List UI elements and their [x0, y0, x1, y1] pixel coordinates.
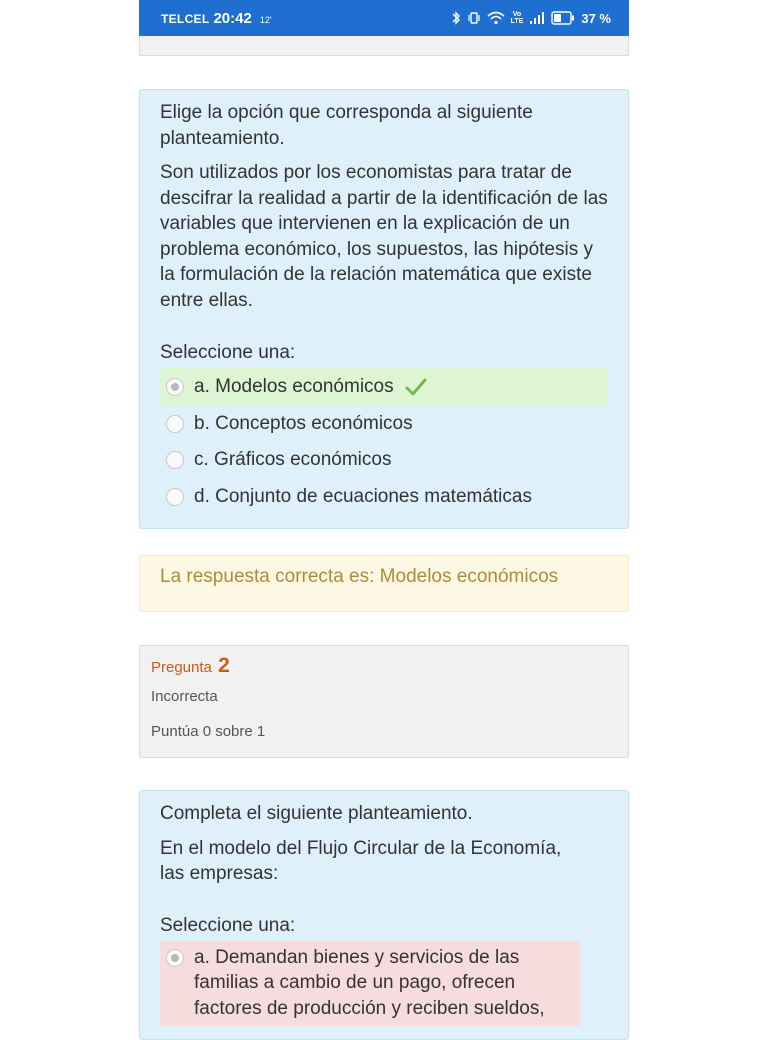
- option-a[interactable]: [160, 368, 608, 406]
- option-c[interactable]: [160, 442, 608, 479]
- check-icon: [405, 377, 427, 397]
- carrier-name: TELCEL: [161, 11, 210, 26]
- question-2-status: Incorrecta: [151, 688, 218, 705]
- question-2-score: Puntúa 0 sobre 1: [151, 723, 266, 740]
- question-1-prompt: Seleccione una:: [160, 342, 296, 363]
- question-2-statement: En el modelo del Flujo Circular de la Economía, las empresas:: [160, 837, 562, 884]
- bluetooth-icon: [451, 11, 461, 25]
- radio-unselected[interactable]: [166, 451, 184, 469]
- clock-time: 20:42: [213, 9, 252, 27]
- correct-answer-feedback: [139, 555, 629, 612]
- option-a-label: a. Demandan bienes y servicios de las familias a cambio de un pago, ofrecen factores de producción y reciben sueldos,: [194, 946, 545, 1019]
- question-1-statement: Son utilizados por los economistas para tratar de descifrar la realidad a partir de la identificación de las variables que intervienen en la explicación de un problema económico, los supuestos, las hipótesis y la formulación de la relación matemática que existe entre ellas.: [160, 162, 608, 311]
- question-1-options: [160, 368, 608, 516]
- option-b-label: b. Conceptos económicos: [194, 413, 413, 434]
- question-2-options: [160, 941, 580, 1027]
- option-a-label: a. Modelos económicos: [194, 376, 394, 397]
- option-b[interactable]: [160, 406, 608, 442]
- question-2-prompt: Seleccione una:: [160, 914, 296, 936]
- battery-icon: [551, 11, 575, 25]
- battery-percent: 37 %: [581, 10, 611, 26]
- question-2-card: [139, 790, 629, 1040]
- volte-indicator: Vo LTE: [510, 11, 524, 25]
- temperature: 12': [259, 14, 272, 25]
- vibrate-icon: [467, 11, 481, 25]
- option-d[interactable]: [160, 479, 608, 516]
- radio-selected[interactable]: [166, 949, 184, 967]
- option-a[interactable]: [160, 941, 580, 1027]
- wifi-icon: [487, 11, 505, 25]
- question-1-card: [139, 89, 629, 529]
- question-1-instruction: Elige la opción que corresponda al siguiente planteamiento.: [160, 102, 533, 149]
- radio-unselected[interactable]: [166, 415, 184, 433]
- status-bar: [139, 0, 629, 36]
- question-2-instruction: Completa el siguiente planteamiento.: [160, 803, 473, 824]
- option-d-label: d. Conjunto de ecuaciones matemáticas: [194, 486, 532, 507]
- question-number: Pregunta 2: [151, 654, 230, 677]
- radio-selected[interactable]: [166, 378, 184, 396]
- signal-icon: [529, 12, 545, 24]
- option-c-label: c. Gráficos económicos: [194, 449, 392, 470]
- question-2-info-card: [139, 645, 629, 758]
- radio-unselected[interactable]: [166, 488, 184, 506]
- feedback-text: La respuesta correcta es: Modelos económicos: [160, 566, 559, 587]
